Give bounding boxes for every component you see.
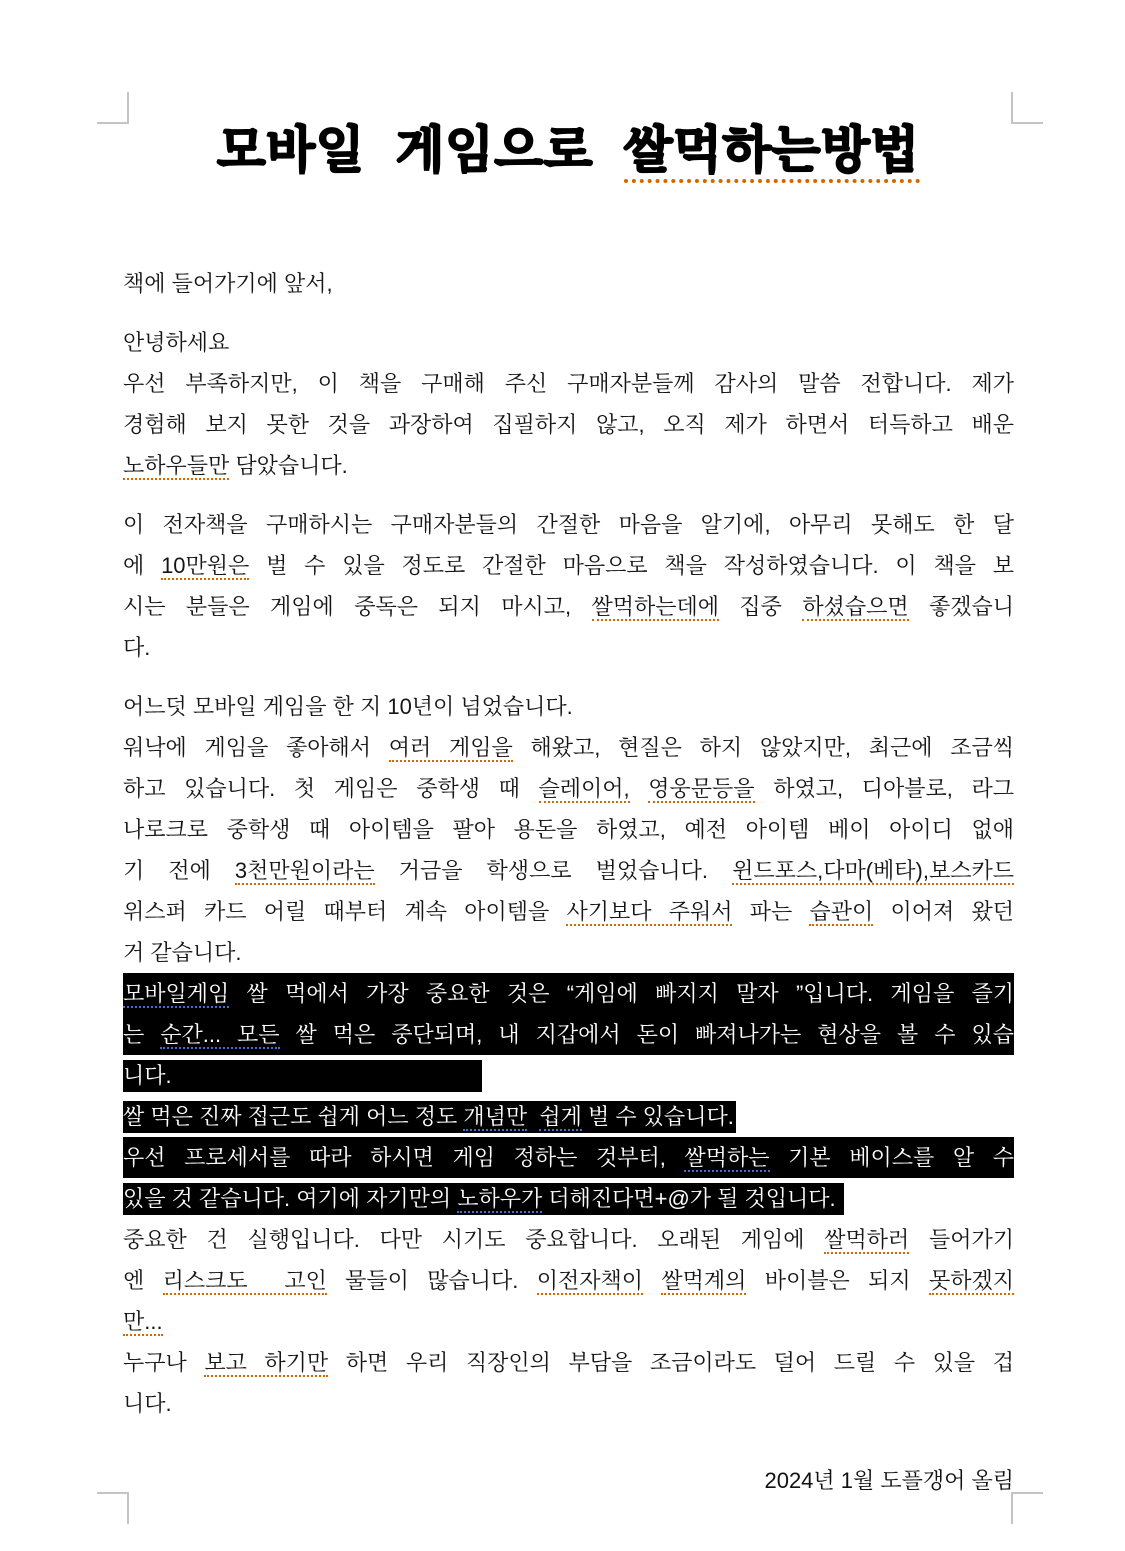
text-run: 니다. <box>123 1391 172 1416</box>
misspelled-word: 못하겠지 <box>928 1268 1014 1293</box>
text-line <box>123 1014 1014 1055</box>
misspelled-word: 영웅문등을 <box>648 776 755 801</box>
text-line <box>123 586 1014 627</box>
paragraph <box>123 504 1014 668</box>
text-run: 워낙에 게임을 좋아해서 <box>123 735 389 760</box>
text-run: 파는 <box>732 899 810 924</box>
misspelled-word: 여러 게임을 <box>388 735 513 760</box>
highlight-run <box>123 1101 736 1133</box>
misspelled-word: 쌀먹계의 <box>661 1268 747 1293</box>
text-run: 집중 <box>719 594 803 619</box>
text-line <box>123 1219 1014 1260</box>
misspelled-word: 3천만원이라는 <box>234 858 375 883</box>
text-line <box>123 891 1014 932</box>
text-run: 쌀 먹은 진짜 접근도 쉽게 어느 정도 <box>123 1104 464 1129</box>
text-run: 책에 들어가기에 앞서, <box>123 271 333 296</box>
text-line <box>123 686 1014 727</box>
text-run: 안녕하세요 <box>123 330 230 355</box>
text-run: 하고 있습니다. 첫 게임은 중학생 때 <box>123 776 539 801</box>
misspelled-word: 습관이 <box>809 899 874 924</box>
text-run: 하였고, 디아블로, 라그 <box>754 776 1014 801</box>
text-line <box>123 727 1014 768</box>
text-run: 쌀 먹에서 가장 중요한 것은 “게임에 빠지지 말자 ”입니다. 게임을 즐기 <box>229 981 1014 1006</box>
text-line <box>123 627 1014 668</box>
signature-line: 2024년 1월 도플갱어 올림 <box>764 1468 1014 1493</box>
text-run: 이 전자책을 구매하시는 구매자분들의 간절한 마음을 알기에, 아무리 못해도 한 달 <box>123 512 1014 537</box>
text-line <box>123 932 1014 973</box>
highlighted-paragraph <box>123 973 1014 1219</box>
text-run: 위스퍼 카드 어릴 때부터 계속 아이템을 <box>123 899 567 924</box>
paragraph <box>123 322 1014 486</box>
text-run: 있을 것 같습니다. 여기에 자기만의 <box>123 1186 458 1211</box>
text-line <box>123 1137 1014 1178</box>
misspelled-word: 쌀먹하는 <box>684 1145 770 1170</box>
text-line <box>123 504 1014 545</box>
text-run: 경험해 보지 못한 것을 과장하여 집필하지 않고, 오직 제가 하면서 터득하고 배운 <box>123 412 1014 437</box>
text-line <box>123 1383 1014 1424</box>
margin-corner-top-right-icon <box>1011 92 1043 124</box>
text-run: 어느덧 모바일 게임을 한 지 10년이 넘었습니다. <box>123 694 573 719</box>
text-run: 다. <box>123 635 151 660</box>
misspelled-word: 쌀먹하는데에 <box>591 594 720 619</box>
misspelled-word: 10만원은 <box>161 553 250 578</box>
text-line <box>123 363 1014 404</box>
document-title <box>123 118 1014 182</box>
text-run: 들어가기 <box>909 1227 1014 1252</box>
text-line <box>123 1301 1014 1342</box>
text-run <box>643 1268 661 1293</box>
text-line <box>123 545 1014 586</box>
margin-corner-bottom-right-icon <box>1011 1492 1043 1524</box>
text-line <box>123 973 1014 1014</box>
text-line <box>123 263 1014 304</box>
text-run: 좋겠습니 <box>908 594 1014 619</box>
misspelled-word: 하셨습으면 <box>802 594 909 619</box>
paragraph <box>123 686 1014 973</box>
misspelled-word: 리스크도 고인 <box>162 1268 327 1293</box>
misspelled-word: 사기보다 주워서 <box>566 899 733 924</box>
text-run: 거금을 학생으로 벌었습니다. <box>374 858 733 883</box>
text-run: 누구나 <box>123 1350 205 1375</box>
text-run <box>527 1104 539 1129</box>
text-run: 쌀 먹은 중단되며, 내 지갑에서 돈이 빠져나가는 현상을 볼 수 있습 <box>279 1022 1014 1047</box>
text-run: 우선 부족하지만, 이 책을 구매해 주신 구매자분들께 감사의 말씀 전합니다. 제가 <box>123 371 1014 396</box>
misspelled-word: 이전자책이 <box>536 1268 644 1293</box>
misspelled-word: 쌀먹하러 <box>824 1227 910 1252</box>
text-line <box>123 404 1014 445</box>
text-run: 이어져 왔던 <box>873 899 1014 924</box>
text-run: 벌 수 있을 정도로 간절한 마음으로 책을 작성하였습니다. 이 책을 보 <box>249 553 1014 578</box>
text-line <box>123 850 1014 891</box>
misspelled-word: 모바일게임 <box>123 981 230 1006</box>
misspelled-word: 노하우들만 <box>123 453 230 478</box>
document-body <box>123 263 1014 1424</box>
text-line <box>123 322 1014 363</box>
text-run: 하면 우리 직장인의 부담을 조금이라도 덜어 드릴 수 있을 겁 <box>328 1350 1014 1375</box>
text-run: 기본 베이스를 알 수 <box>769 1145 1014 1170</box>
text-line <box>123 1260 1014 1301</box>
text-line <box>123 1178 1014 1219</box>
misspelled-word: 개념만 <box>463 1104 528 1129</box>
text-run: 에 <box>123 553 162 578</box>
text-run: 는 <box>123 1022 161 1047</box>
highlight-run <box>123 1060 482 1092</box>
text-run: 해왔고, 현질은 하지 않았지만, 최근에 조금씩 <box>512 735 1014 760</box>
misspelled-word: 노하우가 <box>457 1186 543 1211</box>
text-run: 엔 <box>123 1268 163 1293</box>
misspelled-word: 쌀먹하는방법 <box>624 122 920 183</box>
misspelled-word: 쉽게 <box>539 1104 582 1129</box>
text-line <box>123 1096 1014 1137</box>
misspelled-word: 만... <box>123 1309 163 1334</box>
paragraph <box>123 263 1014 304</box>
text-run: 니다. <box>123 1063 172 1088</box>
text-run: 기 전에 <box>123 858 235 883</box>
text-line <box>123 445 1014 486</box>
text-run: 바이블은 되지 <box>746 1268 929 1293</box>
text-run: 시는 분들은 게임에 중독은 되지 마시고, <box>123 594 592 619</box>
text-run: 모바일 게임으로 <box>217 122 625 178</box>
text-line <box>123 1342 1014 1383</box>
text-line <box>123 768 1014 809</box>
text-line <box>123 809 1014 850</box>
text-run: 벌 수 있습니다. <box>581 1104 734 1129</box>
misspelled-word: 보고 하기만 <box>204 1350 329 1375</box>
highlight-run <box>123 1183 844 1215</box>
text-run: 나로크로 중학생 때 아이템을 팔아 용돈을 하였고, 예전 아이템 베이 아이디 없애 <box>123 817 1014 842</box>
text-run: 더해진다면+@가 될 것입니다. <box>542 1186 836 1211</box>
paragraph <box>123 1219 1014 1424</box>
misspelled-word: 윈드포스,다마(베타),보스카드 <box>732 858 1014 883</box>
text-run: 담았습니다. <box>229 453 348 478</box>
text-run <box>630 776 649 801</box>
misspelled-word: 순간... 모든 <box>160 1022 280 1047</box>
text-area <box>123 118 1014 1501</box>
text-run: 물들이 많습니다. <box>326 1268 537 1293</box>
text-run: 거 같습니다. <box>123 940 242 965</box>
text-run: 우선 프로세서를 따라 하시면 게임 정하는 것부터, <box>123 1145 685 1170</box>
text-line <box>123 1055 1014 1096</box>
text-run: 중요한 건 실행입니다. 다만 시기도 중요합니다. 오래된 게임에 <box>123 1227 825 1252</box>
misspelled-word: 슬레이어, <box>538 776 630 801</box>
